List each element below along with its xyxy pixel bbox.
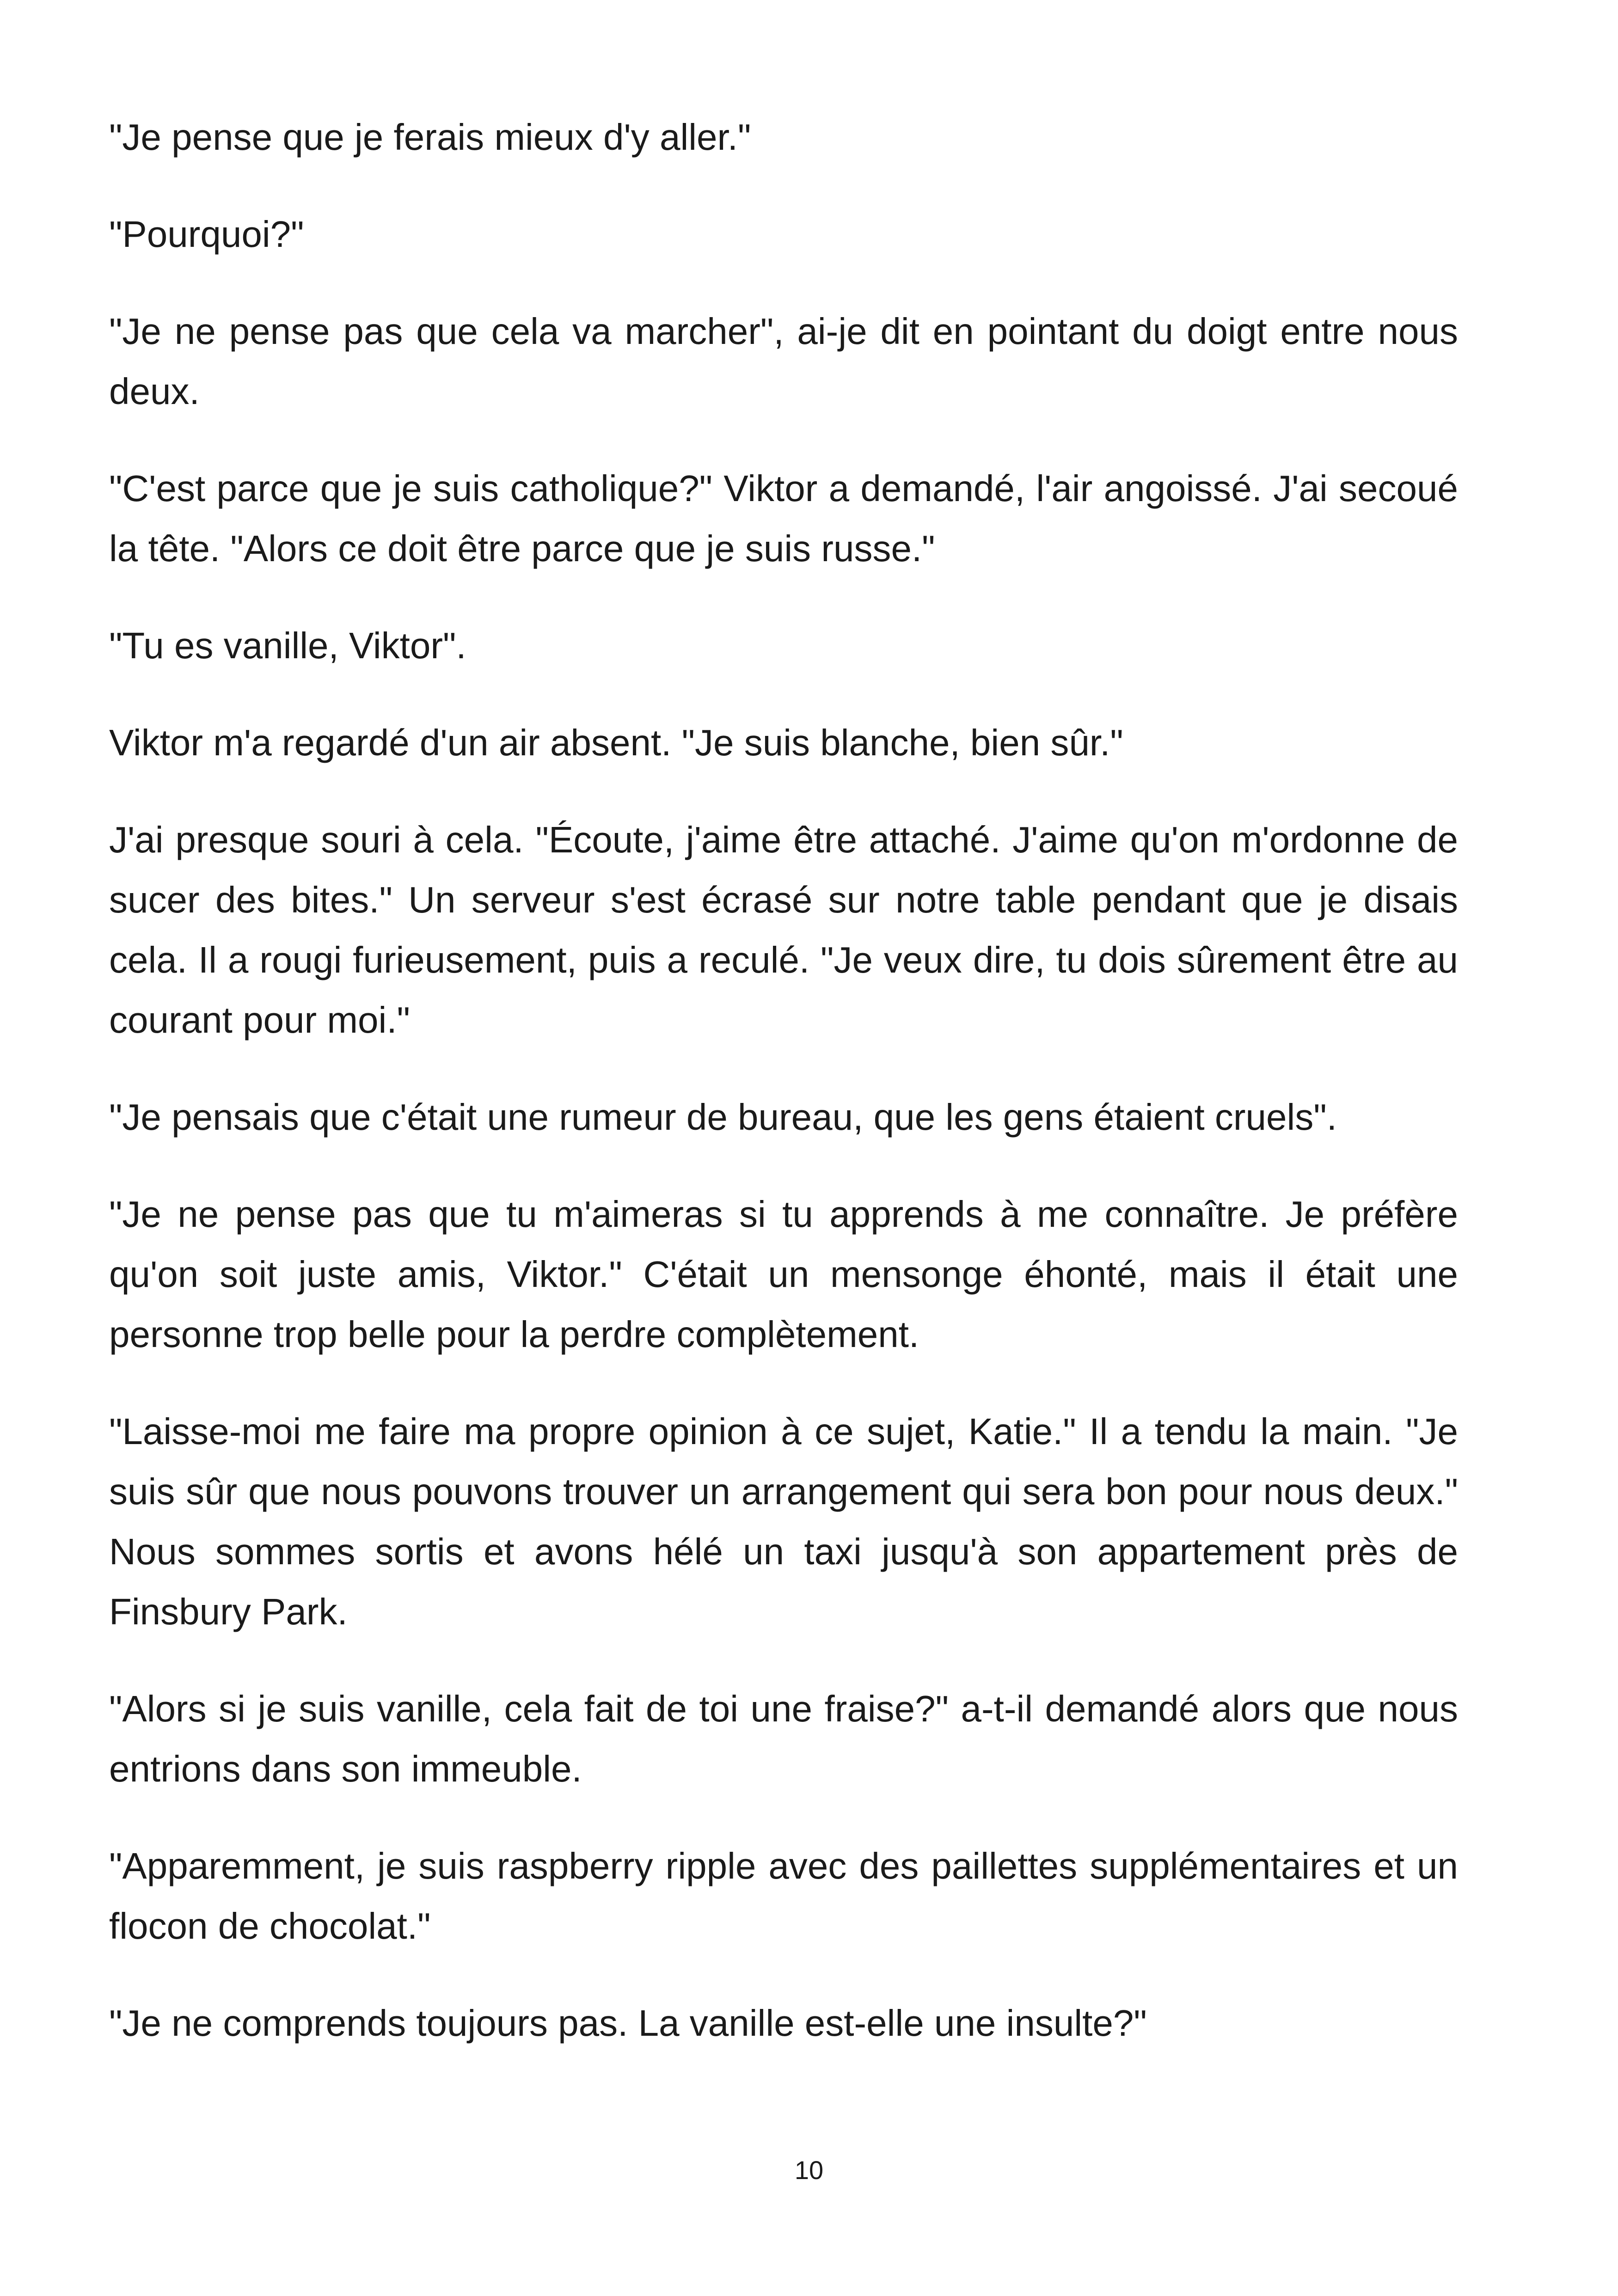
paragraph-10: "Laisse-moi me faire ma propre opinion à ce sujet, Katie." Il a tendu la main. "Je suis sûr que nous pouvons trouver un arrangement qui sera bon pour nous deux." Nous sommes sortis et avons hélé un taxi jusqu'à son appartement près de Finsbury Park. [109, 1411, 1458, 1632]
page-number: 10 [794, 2155, 824, 2185]
paragraph-2: "Pourquoi?" [109, 214, 304, 255]
paragraph-8: "Je pensais que c'était une rumeur de bureau, que les gens étaient cruels". [109, 1096, 1337, 1138]
paragraph-13: "Je ne comprends toujours pas. La vanille est-elle une insulte?" [109, 2002, 1147, 2044]
paragraph-7: J'ai presque souri à cela. "Écoute, j'aime être attaché. J'aime qu'on m'ordonne de sucer des bites." Un serveur s'est écrasé sur notre table pendant que je disais cela. Il a rougi furieusement, puis a reculé. "Je veux dire, tu dois sûrement être au courant pour moi." [109, 819, 1458, 1041]
paragraph-4: "C'est parce que je suis catholique?" Viktor a demandé, l'air angoissé. J'ai secoué la tête. "Alors ce doit être parce que je suis russe." [109, 468, 1458, 569]
paragraph-6: Viktor m'a regardé d'un air absent. "Je suis blanche, bien sûr." [109, 722, 1123, 763]
page-body-text [109, 107, 1458, 2090]
paragraph-5: "Tu es vanille, Viktor". [109, 625, 466, 666]
paragraph-11: "Alors si je suis vanille, cela fait de toi une fraise?" a-t-il demandé alors que nous entrions dans son immeuble. [109, 1688, 1458, 1789]
paragraph-3: "Je ne pense pas que cela va marcher", ai-je dit en pointant du doigt entre nous deux. [109, 311, 1458, 412]
paragraph-12: "Apparemment, je suis raspberry ripple avec des paillettes supplémentaires et un flocon de chocolat." [109, 1845, 1458, 1947]
paragraph-9: "Je ne pense pas que tu m'aimeras si tu apprends à me connaître. Je préfère qu'on soit juste amis, Viktor." C'était un mensonge éhonté, mais il était une personne trop belle pour la perdre complètement. [109, 1194, 1458, 1355]
paragraph-1: "Je pense que je ferais mieux d'y aller." [109, 116, 751, 158]
